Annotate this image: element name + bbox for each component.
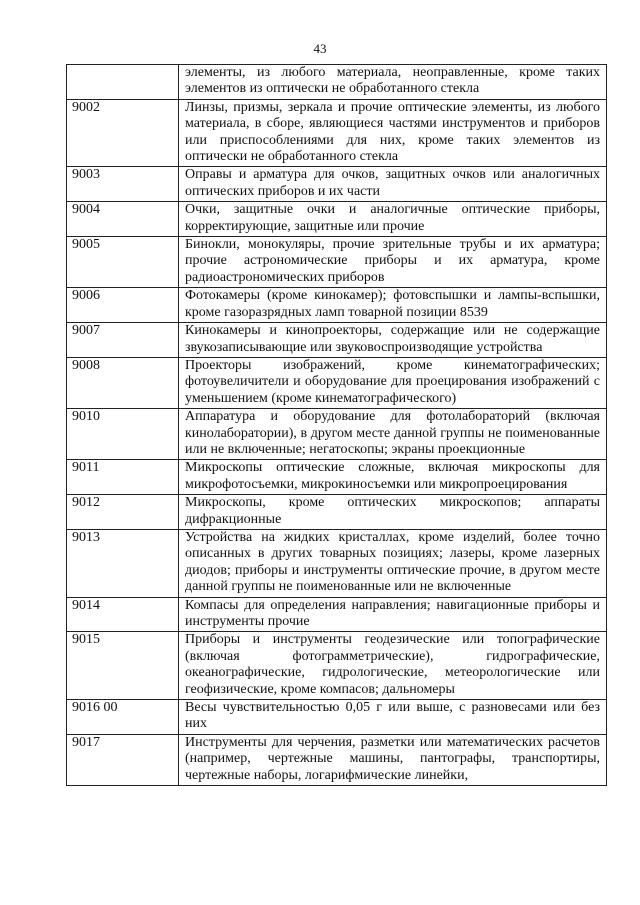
table-row	[67, 167, 607, 202]
table-row	[67, 632, 607, 700]
table-row	[67, 409, 607, 460]
code-cell: 9010	[67, 409, 179, 460]
description-cell: Оправы и арматура для очков, защитных очков или аналогичных оптических приборов и их части	[179, 167, 607, 202]
code-cell: 9003	[67, 167, 179, 202]
code-cell: 9014	[67, 597, 179, 632]
table-row	[67, 597, 607, 632]
table-row	[67, 65, 607, 100]
page-number: 43	[313, 41, 327, 56]
code-cell: 9012	[67, 495, 179, 530]
table-row	[67, 288, 607, 323]
table-row	[67, 357, 607, 408]
code-cell: 9007	[67, 323, 179, 358]
table-row	[67, 495, 607, 530]
table-row	[67, 202, 607, 237]
table-row	[67, 734, 607, 785]
description-cell: Кинокамеры и кинопроекторы, содержащие или не содержащие звукозаписывающие или звуковоспроизводящие устройства	[179, 323, 607, 358]
table-row	[67, 529, 607, 597]
code-cell	[67, 65, 179, 100]
description-cell: Инструменты для черчения, разметки или математических расчетов (например, чертежные машины, пантографы, транспортиры, чертежные наборы, логарифмические линейки,	[179, 734, 607, 785]
description-cell: Линзы, призмы, зеркала и прочие оптические элементы, из любого материала, в сборе, являющиеся частями инструментов и приборов или приспособлениями для них, кроме таких элементов из оптически не обработанного стекла	[179, 99, 607, 167]
code-cell: 9004	[67, 202, 179, 237]
code-cell: 9002	[67, 99, 179, 167]
description-cell: Микроскопы, кроме оптических микроскопов; аппараты дифракционные	[179, 495, 607, 530]
code-cell: 9013	[67, 529, 179, 597]
table-row	[67, 237, 607, 288]
description-cell: Весы чувствительностью 0,05 г или выше, с разновесами или без них	[179, 700, 607, 735]
description-cell: Микроскопы оптические сложные, включая микроскопы для микрофотосъемки, микрокиносъемки или микропроецирования	[179, 460, 607, 495]
description-cell: элементы, из любого материала, неоправленные, кроме таких элементов из оптически не обработанного стекла	[179, 65, 607, 100]
code-cell: 9016 00	[67, 700, 179, 735]
description-cell: Фотокамеры (кроме кинокамер); фотовспышки и лампы-вспышки, кроме газоразрядных ламп товарной позиции 8539	[179, 288, 607, 323]
tariff-code-table	[66, 64, 607, 786]
table-row	[67, 460, 607, 495]
description-cell: Компасы для определения направления; навигационные приборы и инструменты прочие	[179, 597, 607, 632]
description-cell: Устройства на жидких кристаллах, кроме изделий, более точно описанных в других товарных позициях; лазеры, кроме лазерных диодов; приборы и инструменты оптические прочие, в другом месте данной группы не поименованные или не включенные	[179, 529, 607, 597]
code-cell: 9006	[67, 288, 179, 323]
table-row	[67, 99, 607, 167]
table-row	[67, 700, 607, 735]
description-cell: Бинокли, монокуляры, прочие зрительные трубы и их арматура; прочие астрономические приборы и их арматура, кроме радиоастрономических приборов	[179, 237, 607, 288]
description-cell: Проекторы изображений, кроме кинематографических; фотоувеличители и оборудование для проецирования изображений с уменьшением (кроме кинематографического)	[179, 357, 607, 408]
table-row	[67, 323, 607, 358]
code-cell: 9005	[67, 237, 179, 288]
description-cell: Приборы и инструменты геодезические или топографические (включая фотограмметрические), гидрографические, океанографические, гидрологические, метеорологические или геофизические, кроме компасов; дальномеры	[179, 632, 607, 700]
code-cell: 9015	[67, 632, 179, 700]
code-cell: 9011	[67, 460, 179, 495]
description-cell: Аппаратура и оборудование для фотолабораторий (включая кинолаборатории), в другом месте данной группы не поименованные или не включенные; негатоскопы; экраны проекционные	[179, 409, 607, 460]
description-cell: Очки, защитные очки и аналогичные оптические приборы, корректирующие, защитные или прочие	[179, 202, 607, 237]
code-cell: 9017	[67, 734, 179, 785]
code-cell: 9008	[67, 357, 179, 408]
